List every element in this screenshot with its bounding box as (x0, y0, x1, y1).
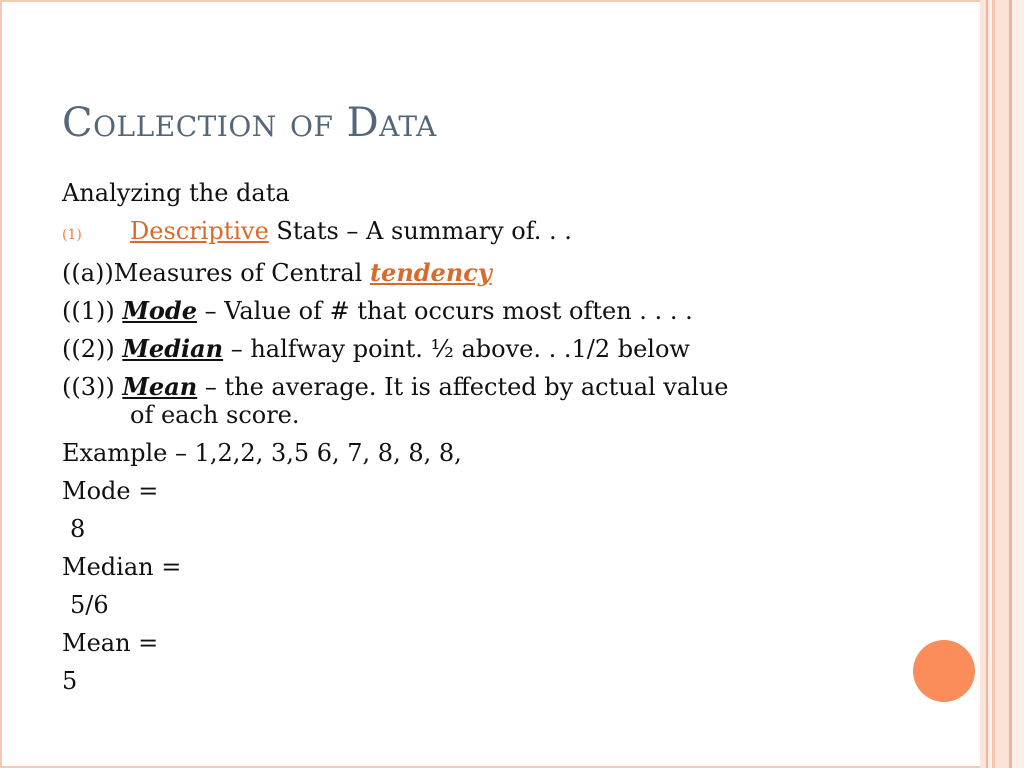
mode-term: Mode (122, 296, 197, 325)
decorative-circle (913, 640, 975, 702)
line-median-def (62, 334, 882, 364)
line-mean-answer: 5 (62, 667, 78, 695)
line-mode-def (62, 296, 882, 326)
line-mode-answer: 8 (70, 515, 86, 543)
line-measures (62, 258, 882, 288)
tendency-term: tendency (369, 258, 492, 287)
line-median-answer: 5/6 (70, 591, 109, 619)
descriptive-link[interactable]: Descriptive (130, 217, 269, 245)
mode-rest: – Value of # that occurs most often . . . . (196, 297, 693, 325)
line-mode-question: Mode = (62, 477, 159, 505)
mean-rest: – the average. It is affected by actual value (197, 373, 729, 401)
median-rest: – halfway point. ½ above. . .1/2 below (223, 335, 690, 363)
slide-title: Collection of Data (62, 100, 437, 146)
measures-prefix: ((a))Measures of Central (62, 259, 370, 287)
median-term: Median (122, 334, 224, 363)
mean-prefix: ((3)) (62, 373, 123, 401)
line-median-question: Median = (62, 553, 182, 581)
item-rest: Stats – A summary of. . . (268, 217, 572, 245)
line-mean-def (62, 372, 882, 402)
item-text (130, 216, 572, 246)
mode-prefix: ((1)) (62, 297, 123, 325)
slide-body (62, 178, 882, 704)
decorative-stripe (1012, 0, 1024, 768)
line-mean-def-cont: of each score. (130, 401, 300, 429)
line-example: Example – 1,2,2, 3,5 6, 7, 8, 8, 8, (62, 439, 462, 467)
line-analyzing: Analyzing the data (62, 179, 290, 207)
mean-term: Mean (122, 372, 198, 401)
median-prefix: ((2)) (62, 335, 123, 363)
line-mean-question: Mean = (62, 629, 159, 657)
list-number: (1) (62, 227, 82, 243)
decorative-stripe (995, 0, 1009, 768)
numbered-item-descriptive (62, 216, 882, 250)
